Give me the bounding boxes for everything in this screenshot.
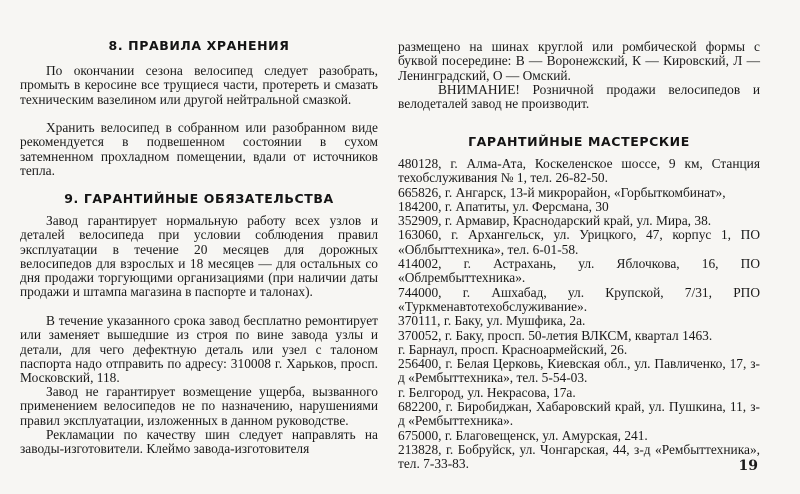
section-9-paragraph-1: Завод гарантирует нормальную работу всех узлов и деталей велосипеда при условии соблюдения правил эксплуатации в течение 20 месяцев для дорожных велосипедов для взрослых и 18 месяцев — для остальных со дня продажи торгующими организациями (при наличии даты продажи и штампа магазина в паспорте и талонах).: [20, 213, 378, 300]
workshop-entry: 370111, г. Баку, ул. Мушфика, 2а.: [398, 313, 586, 329]
workshop-entry: 370052, г. Баку, просп. 50-летия ВЛКСМ, квартал 1463.: [398, 327, 713, 343]
workshops-list: [398, 157, 760, 472]
section-9-paragraph-4: Рекламации по качеству шин следует направлять на заводы-изготовители. Клеймо завода-изготовителя: [20, 427, 378, 457]
workshop-entry: 163060, г. Архангельск, ул. Урицкого, 47, корпус 1, ПО «Облбыттехника», тел. 6-01-58.: [398, 227, 760, 257]
workshop-entry: г. Белгород, ул. Некрасова, 17а.: [398, 384, 576, 400]
workshop-entry: 480128, г. Алма-Ата, Коскеленское шоссе, 9 км, Станция техобслуживания № 1, тел. 26-82-50.: [398, 156, 760, 186]
retail-notice: ВНИМАНИЕ! Розничной продажи велосипедов и велодеталей завод не производит.: [398, 82, 760, 112]
workshop-entry: 213828, г. Бобруйск, ул. Чонгарская, 44, з-д «Рембыттехника», тел. 7-33-83.: [398, 441, 760, 472]
workshop-entry: 682200, г. Биробиджан, Хабаровский край, ул. Пушкина, 11, з-д «Рембыттехника».: [398, 399, 760, 429]
section-8-title: 8. ПРАВИЛА ХРАНЕНИЯ: [108, 38, 290, 53]
workshop-entry: 675000, г. Благовещенск, ул. Амурская, 241.: [398, 427, 648, 443]
section-8-paragraph-2: Хранить велосипед в собранном или разобранном виде рекомендуется в подвешенном состоянии в сухом затемненном прохладном помещении, вдали от источников тепла.: [20, 120, 378, 178]
section-9-paragraph-3: Завод не гарантирует возмещение ущерба, вызванного применением велосипедов не по назначению, нарушениями правил эксплуатации, изложенных в данном руководстве.: [20, 384, 378, 428]
page-number: 19: [738, 458, 758, 474]
workshop-entry: 352909, г. Армавир, Краснодарский край, ул. Мира, 38.: [398, 213, 712, 229]
workshop-entry: г. Барнаул, просп. Красноармейский, 26.: [398, 341, 628, 357]
workshop-entry: 414002, г. Астрахань, ул. Яблочкова, 16, ПО «Облрембыттехника».: [398, 256, 760, 286]
section-9-paragraph-2: В течение указанного срока завод бесплатно ремонтирует или заменяет вышедшие из строя по вине завода узлы и детали, для чего дефектную деталь или узел с талоном паспорта надо отправить по адресу: 310008 г. Харьков, просп. Московский, 118.: [20, 313, 378, 386]
tire-marking-continuation: размещено на шинах круглой или ромбической формы с буквой посередине: В — Воронежский, К — Кировский, Л — Ленинградский, О — Омский.: [398, 39, 760, 83]
workshop-entry: 256400, г. Белая Церковь, Киевская обл., ул. Павличенко, 17, з-д «Рембыттехника», тел. 5-54-03.: [398, 356, 760, 386]
section-8-paragraph-1: По окончании сезона велосипед следует разобрать, промыть в керосине все трущиеся части, протереть и смазать техническим вазелином или другой нейтральной смазкой.: [20, 63, 378, 107]
section-9-title: 9. ГАРАНТИЙНЫЕ ОБЯЗАТЕЛЬСТВА: [64, 191, 334, 206]
workshop-entry: 744000, г. Ашхабад, ул. Крупской, 7/31, РПО «Туркменавтотехобслуживание».: [398, 284, 760, 314]
workshop-entry: 184200, г. Апатиты, ул. Ферсмана, 30: [398, 198, 609, 214]
workshops-title: ГАРАНТИЙНЫЕ МАСТЕРСКИЕ: [468, 134, 690, 149]
workshop-entry: 665826, г. Ангарск, 13-й микрорайон, «Горбыткомбинат»,: [398, 184, 726, 200]
